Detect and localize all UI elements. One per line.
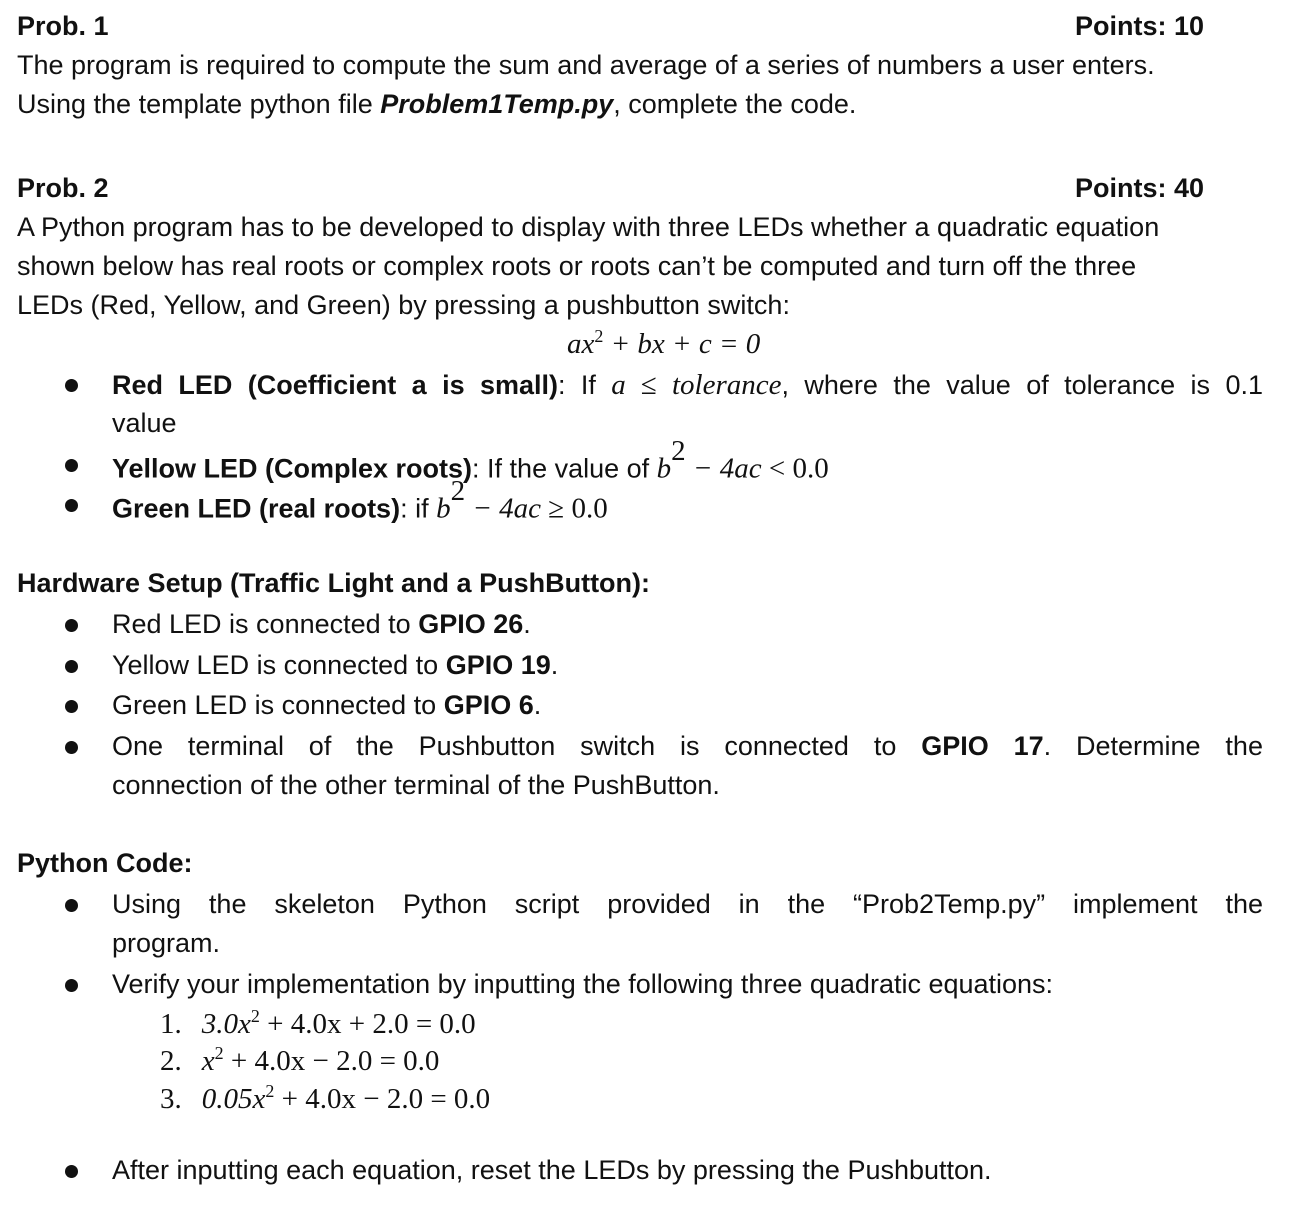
prob1-filename: Problem1Temp.py [380, 89, 614, 119]
prob2-para-line1: A Python program has to be developed to display with three LEDs whether a quadratic equation [17, 212, 1160, 242]
bullet-icon [65, 979, 78, 992]
python-item-skeleton: Using the skeleton Python script provided in the “Prob2Temp.py” implement the [112, 889, 1263, 919]
green-led-rule: Green LED (real roots): if $b^2 - 4ac \ge 0.0$ [112, 475, 608, 525]
hardware-heading: Hardware Setup (Traffic Light and a PushButton): [17, 568, 651, 598]
prob1-line1: The program is required to compute the sum and average of a series of numbers a user enters. [17, 50, 1155, 80]
yellow-led-rule: Yellow LED (Complex roots): If the value of $b^2 - 4ac < 0.0$ [112, 435, 829, 485]
equation-3: 3. $0.05x^2 + 4.0x - 2.0 = 0.0$ [160, 1081, 491, 1115]
bullet-icon [65, 741, 78, 754]
bullet-icon [65, 619, 78, 632]
equation-1: 1. $3.0x^2 + 4.0x + 2.0 = 0.0$ [160, 1006, 476, 1040]
prob1-points: Points: 10 [1074, 11, 1204, 41]
bullet-icon [65, 459, 78, 472]
red-led-rule-cont: value [112, 408, 177, 438]
equation-2: 2. $x^2 + 4.0x - 2.0 = 0.0$ [160, 1043, 440, 1077]
hardware-item-red: Red LED is connected to GPIO 26. [112, 609, 531, 639]
prob2-para-line3: LEDs (Red, Yellow, and Green) by pressing a pushbutton switch: [17, 290, 790, 320]
bullet-icon [65, 1165, 78, 1178]
red-led-rule: Red LED (Coefficient a is small): If a ≤ tolerance, where the value of tolerance is 0.1 [112, 369, 1263, 401]
hardware-item-yellow: Yellow LED is connected to GPIO 19. [112, 650, 559, 680]
hardware-item-green: Green LED is connected to GPIO 6. [112, 690, 542, 720]
python-item-skeleton-cont: program. [112, 928, 221, 958]
python-item-reset: After inputting each equation, reset the LEDs by pressing the Pushbutton. [112, 1155, 992, 1185]
prob2-title: Prob. 2 [17, 173, 109, 203]
bullet-icon [65, 899, 78, 912]
yellow-led-label: Yellow LED (Complex roots) [112, 453, 473, 484]
bullet-icon [65, 660, 78, 673]
bullet-icon [65, 379, 78, 392]
green-led-label: Green LED (real roots) [112, 493, 401, 524]
hardware-item-pushbutton-cont: connection of the other terminal of the PushButton. [112, 770, 720, 800]
python-heading: Python Code: [17, 848, 193, 878]
hardware-item-pushbutton: One terminal of the Pushbutton switch is connected to GPIO 17. Determine the [112, 731, 1263, 761]
prob2-para-line2: shown below has real roots or complex roots or roots can’t be computed and turn off the three [17, 251, 1137, 281]
prob1-line2: Using the template python file Problem1Temp.py, complete the code. [17, 89, 857, 119]
prob1-title: Prob. 1 [17, 11, 109, 41]
bullet-icon [65, 700, 78, 713]
prob2-points: Points: 40 [1074, 173, 1204, 203]
quadratic-equation: $ax^2$ + bx + c = 0 [567, 326, 761, 360]
bullet-icon [65, 499, 78, 512]
python-item-verify: Verify your implementation by inputting the following three quadratic equations: [112, 969, 1054, 999]
red-led-label: Red LED (Coefficient a is small) [112, 370, 559, 400]
